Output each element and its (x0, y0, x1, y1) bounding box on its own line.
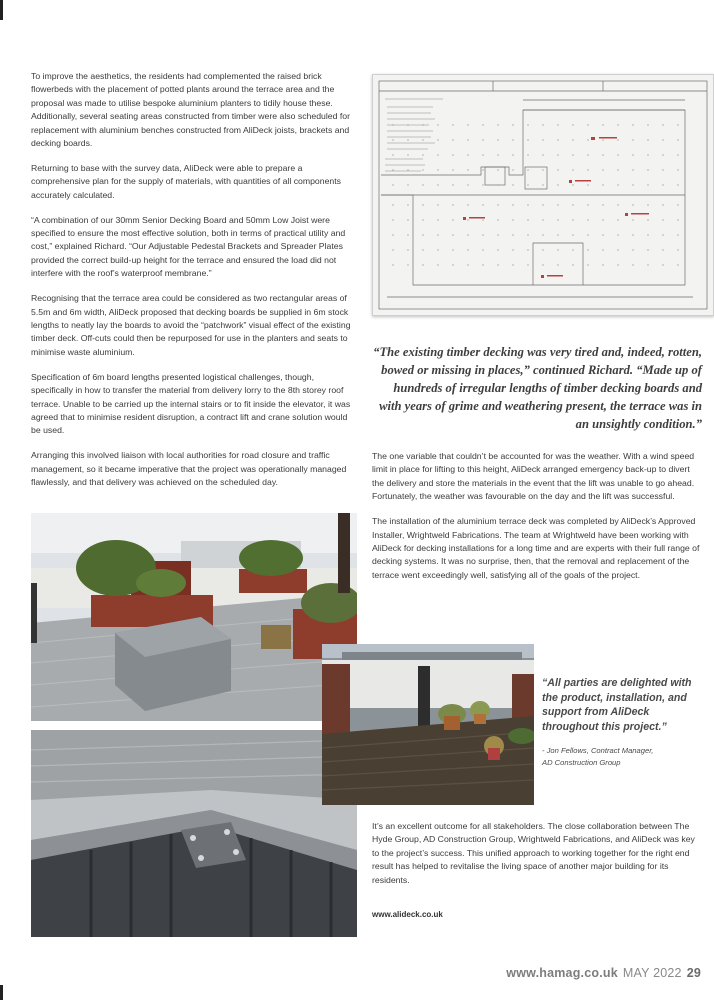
page-edge-marks (0, 0, 3, 1000)
closing-paragraph: It’s an excellent outcome for all stakeholders. The close collaboration between The Hyde Group, AD Construction Group, Wrightweld Fabrications, and AliDeck was key to the project’s success. This unified approach to working together for the right end result has helped to revitalise the living space of another major building for its residents. (372, 821, 695, 885)
page-footer (506, 966, 701, 980)
terrace-photo-new-deck (31, 513, 357, 721)
body-paragraph: Returning to base with the survey data, AliDeck were able to prepare a comprehensive plan for the supply of materials, with quantities of all components accurately calculated. (31, 162, 342, 200)
old-timber-deck-photo (322, 644, 534, 805)
testimonial-attribution (542, 745, 702, 769)
pull-quote: “The existing timber decking was very tired and, indeed, rotten, bowed or missing in places,” continued Richard. “Made up of hundreds of irregular lengths of timber decking boards and with years of grime and weathering present, the terrace was in an unsightly condition.” (373, 345, 702, 431)
right-column (372, 450, 702, 594)
attribution-name: - Jon Fellows, Contract Manager, (542, 746, 654, 755)
body-paragraph: Recognising that the terrace area could be considered as two rectangular areas of 5.5m and 6m width, AliDeck proposed that decking boards be supplied in 6m stock lengths to neatly lay the boards to avoid the “patchwork” visual effect of the existing timber deck. Off-cuts could then be repurposed for use in the planters and seats to minimise waste aluminium. (31, 293, 351, 357)
left-column (31, 70, 351, 501)
body-paragraph: Specification of 6m board lengths presented logistical challenges, though, specifically in how to transfer the material from delivery lorry to the 8th storey roof terrace. Unable to be carried up the internal stairs or to fit inside the elevator, it was agreed that to minimise resident disruption, a contract lift and crane solution would be used. (31, 371, 351, 436)
body-paragraph: Arranging this involved liaison with local authorities for road closure and traffic management, so it became imperative that the project was operationally managed flawlessly, and that delivery was achieved on the scheduled day. (31, 450, 347, 488)
page-number: 29 (686, 966, 701, 980)
testimonial-quote: “All parties are delighted with the product, installation, and support from AliDeck throughout this project.” (542, 677, 692, 733)
body-paragraph: “A combination of our 30mm Senior Decking Board and 50mm Low Joist were specified to ensure the most effective solution, both in terms of practical utility and cost,” explained Richard. “Our Adjustable Pedestal Brackets and Spreader Plates provided the correct build-up height for the terrace and ensured the load did not interfere with the roof’s waterproof membrane.” (31, 214, 346, 279)
body-paragraph: The installation of the aluminium terrace deck was completed by AliDeck’s Approved Installer, Wrightweld Fabrications. The team at Wrightweld have been working with AliDeck for decking installations for a long time and are experts with their full range of decking systems. It was no surprise, then, that the removal and replacement of the terrace went exceedingly well, satisfying all of the goals of the project. (372, 516, 700, 580)
body-paragraph: To improve the aesthetics, the residents had complemented the raised brick flowerbeds with the placement of potted plants around the terrace area and the proposal was made to utilise bespoke aluminium planters to tidily house these. Additionally, several seating areas constructed from timber were also scheduled for replacement with aluminium benches constructed from AliDeck joists, brackets and decking boards. (31, 71, 351, 149)
attribution-company: AD Construction Group (542, 758, 621, 767)
footer-issue: MAY 2022 (622, 966, 682, 980)
survey-plan-drawing (372, 74, 714, 316)
closing-column (372, 820, 702, 899)
body-paragraph: The one variable that couldn’t be accounted for was the weather. With a wind speed limit in place for lifting to this height, AliDeck arranged emergency back-up to divert the delivery and store the materials in the event that the lift was unable to go ahead. Fortunately, the weather was favourable on the day and the lift was successful. (372, 451, 695, 502)
footer-site: www.hamag.co.uk (506, 966, 618, 980)
deck-corner-closeup-photo (31, 730, 357, 937)
website-link[interactable]: www.alideck.co.uk (372, 910, 443, 919)
